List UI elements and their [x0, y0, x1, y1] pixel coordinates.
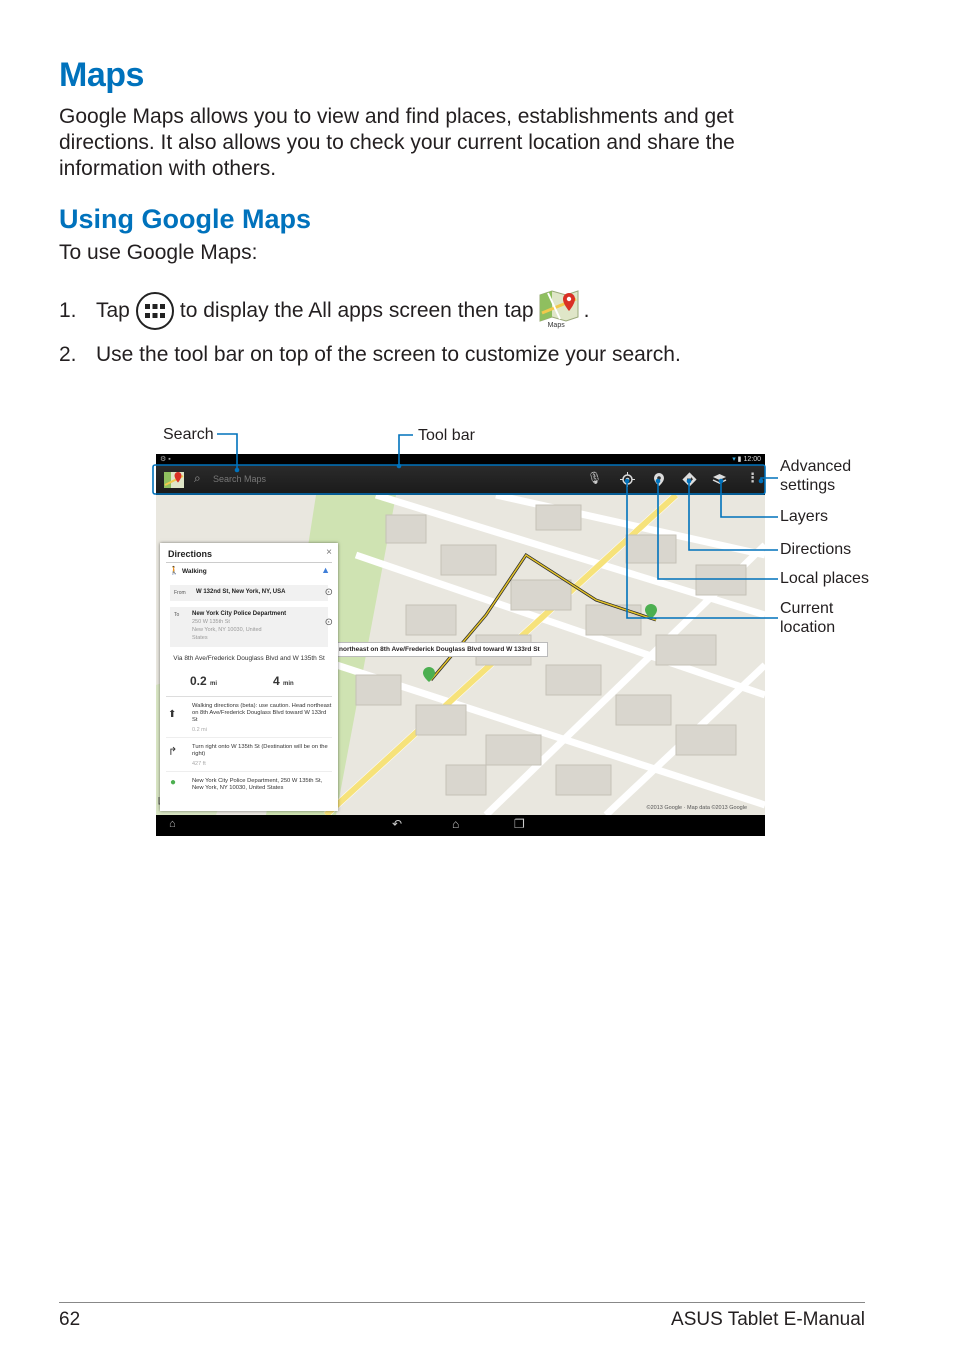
page-title: Maps	[59, 56, 144, 94]
map-copyright: ©2013 Google · Map data ©2013 Google	[646, 805, 747, 811]
divider	[166, 562, 332, 563]
footer-title: ASUS Tablet E-Manual	[671, 1309, 865, 1330]
search-input[interactable]: Search Maps	[213, 474, 267, 484]
to-value: New York City Police Department	[192, 611, 287, 617]
from-field[interactable]	[170, 585, 328, 601]
direction-step-2[interactable]: Turn right onto W 135th St (Destination will be on the right)	[192, 744, 328, 757]
battery-icon: ▮	[737, 456, 742, 463]
to-address-line-1: 250 W 135th St	[192, 619, 230, 625]
walking-icon: 🚶	[169, 566, 179, 575]
direction-step-2-distance: 427 ft	[192, 761, 206, 767]
step-text: Use the tool bar on top of the screen to customize your search.	[96, 343, 681, 366]
tablet-screenshot	[156, 454, 765, 836]
local-places-icon[interactable]	[652, 472, 666, 487]
from-label: From	[174, 590, 186, 596]
divider	[166, 737, 332, 738]
microphone-icon[interactable]: 🎙	[587, 471, 603, 485]
status-time	[732, 455, 761, 463]
direction-step-1-distance: 0.2 mi	[192, 727, 207, 733]
callout-directions: Directions	[780, 541, 852, 558]
recent-apps-icon[interactable]: ❐	[514, 817, 525, 831]
overflow-menu-icon[interactable]: ⋮	[746, 470, 759, 485]
duration-value: 4	[273, 674, 280, 688]
from-value: W 132nd St, New York, NY, USA	[196, 589, 286, 595]
callout-advanced-settings-1: Advanced	[780, 458, 852, 475]
status-icons-left: ⚙ ▪	[160, 456, 171, 463]
callout-current-location-2: location	[780, 619, 836, 636]
footer-rule	[59, 1302, 865, 1303]
all-apps-icon	[136, 292, 174, 330]
direction-step-1[interactable]: Walking directions (beta): use caution. Head northeast on 8th Ave/Frederick Douglass Blvd toward W 133rd St	[192, 703, 332, 723]
to-address-line-2: New York, NY 10030, United	[192, 627, 262, 633]
divider	[166, 696, 332, 697]
step-number: 1.	[59, 299, 77, 322]
divider	[166, 771, 332, 772]
to-label: To	[174, 612, 180, 618]
duration-unit: min	[283, 681, 294, 687]
step-text: Tap	[96, 299, 130, 322]
directions-icon[interactable]	[682, 472, 697, 487]
callout-layers: Layers	[780, 508, 829, 525]
route-via: Via 8th Ave/Frederick Douglass Blvd and W 135th St	[173, 655, 325, 662]
map-view[interactable]	[156, 495, 765, 815]
callout-current-location-1: Current	[780, 600, 834, 617]
navigation-arrow-icon[interactable]: ▲	[321, 565, 330, 575]
callout-search: Search	[163, 426, 214, 443]
layers-icon[interactable]	[712, 472, 727, 487]
to-target-icon[interactable]: ⊙	[324, 617, 333, 628]
page-number: 62	[59, 1309, 81, 1330]
lead-text: To use Google Maps:	[59, 241, 258, 264]
callout-advanced-settings-2: settings	[780, 477, 836, 494]
home-icon[interactable]: ⌂	[452, 817, 460, 831]
maps-icon-label: Maps	[547, 322, 565, 329]
from-target-icon[interactable]: ⊙	[324, 587, 333, 598]
step-text: .	[583, 299, 590, 322]
step-text: to display the All apps screen then tap	[179, 299, 534, 322]
to-field[interactable]	[170, 607, 328, 647]
step-1	[59, 289, 589, 333]
route-distance	[190, 674, 217, 688]
close-icon[interactable]: ×	[326, 547, 332, 558]
maps-app-icon	[538, 289, 582, 333]
route-duration	[273, 674, 294, 688]
arrow-up-icon: ⬆	[168, 709, 177, 720]
step-number: 2.	[59, 343, 77, 366]
maps-toolbar	[156, 465, 765, 495]
drawer-icon[interactable]: ⌂	[169, 818, 176, 830]
back-icon[interactable]: ↶	[392, 817, 403, 831]
callout-local-places: Local places	[780, 570, 869, 587]
clock: 12:00	[743, 456, 761, 463]
intro-paragraph: Google Maps allows you to view and find places, establishments and get directions. It also allows you to check your current location and share the information with others.	[59, 105, 735, 180]
destination-pin-icon: ●	[170, 777, 177, 788]
callout-toolbar: Tool bar	[418, 427, 475, 444]
section-title: Using Google Maps	[59, 204, 312, 234]
wifi-icon: ▾	[732, 456, 736, 463]
navigation-bar	[156, 815, 765, 836]
step-2	[59, 343, 681, 367]
current-location-icon[interactable]	[620, 472, 635, 487]
distance-value: 0.2	[190, 674, 207, 688]
directions-panel	[160, 543, 338, 811]
travel-mode[interactable]: Walking	[182, 568, 207, 575]
distance-unit: mi	[210, 681, 218, 687]
maps-logo-icon[interactable]	[163, 469, 185, 491]
map-direction-banner[interactable]: northeast on 8th Ave/Frederick Douglass Blvd toward W 133rd St	[336, 642, 548, 657]
directions-title: Directions	[168, 549, 213, 559]
to-address-line-3: States	[192, 635, 208, 641]
search-icon[interactable]: ⌕	[194, 471, 201, 485]
status-bar	[156, 454, 765, 465]
direction-step-3[interactable]: New York City Police Department, 250 W 135th St, New York, NY 10030, United States	[192, 778, 323, 791]
turn-right-icon: ↱	[168, 746, 178, 758]
